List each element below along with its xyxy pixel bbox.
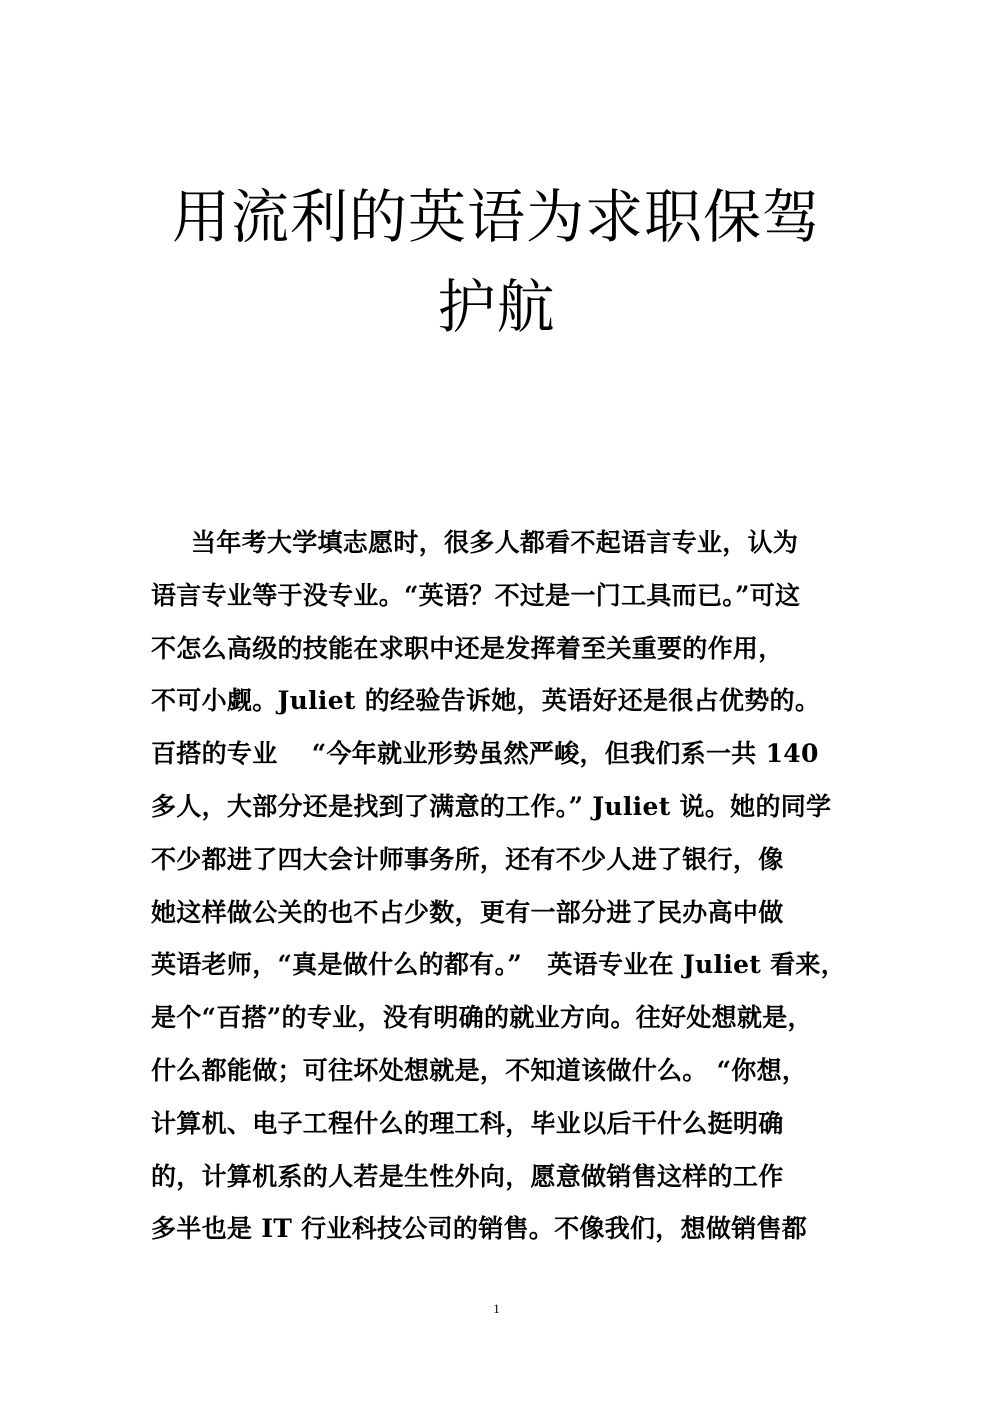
body-line: 多半也是 IT 行业科技公司的销售。不像我们，想做销售都 [151, 1214, 808, 1244]
body-line: 语言专业等于没专业。“英语？不过是一门工具而已。”可这 [151, 580, 801, 610]
page-number: 1 [493, 1301, 500, 1316]
title-line-1: 用流利的英语为求职保驾 [171, 183, 821, 251]
document-title [150, 172, 843, 352]
body-line: 她这样做公关的也不占少数，更有一部分进了民办高中做 [151, 897, 784, 927]
body-line: 百搭的专业 “今年就业形势虽然严峻，但我们系一共 140 [151, 739, 819, 769]
body-paragraph [151, 517, 851, 1256]
body-line: 当年考大学填志愿时，很多人都看不起语言专业，认为 [191, 528, 799, 557]
body-line: 不怎么高级的技能在求职中还是发挥着至关重要的作用， [151, 633, 784, 663]
body-line: 的，计算机系的人若是生性外向，愿意做销售这样的工作 [151, 1161, 784, 1191]
body-line: 什么都能做；可往坏处想就是，不知道该做什么。 “你想， [151, 1055, 808, 1085]
body-line: 不少都进了四大会计师事务所，还有不少人进了银行，像 [151, 844, 784, 874]
body-line: 多人，大部分还是找到了满意的工作。” Juliet 说。她的同学 [151, 791, 832, 821]
body-line: 计算机、电子工程什么的理工科，毕业以后干什么挺明确 [151, 1108, 784, 1138]
body-line: 是个“百搭”的专业，没有明确的就业方向。往好处想就是， [151, 1003, 813, 1033]
title-line-2: 护航 [437, 273, 556, 341]
body-line: 英语老师，“真是做什么的都有。” 英语专业在 Juliet 看来， [151, 950, 847, 980]
body-line: 不可小觑。Juliet 的经验告诉她，英语好还是很占优势的。 [151, 686, 821, 716]
